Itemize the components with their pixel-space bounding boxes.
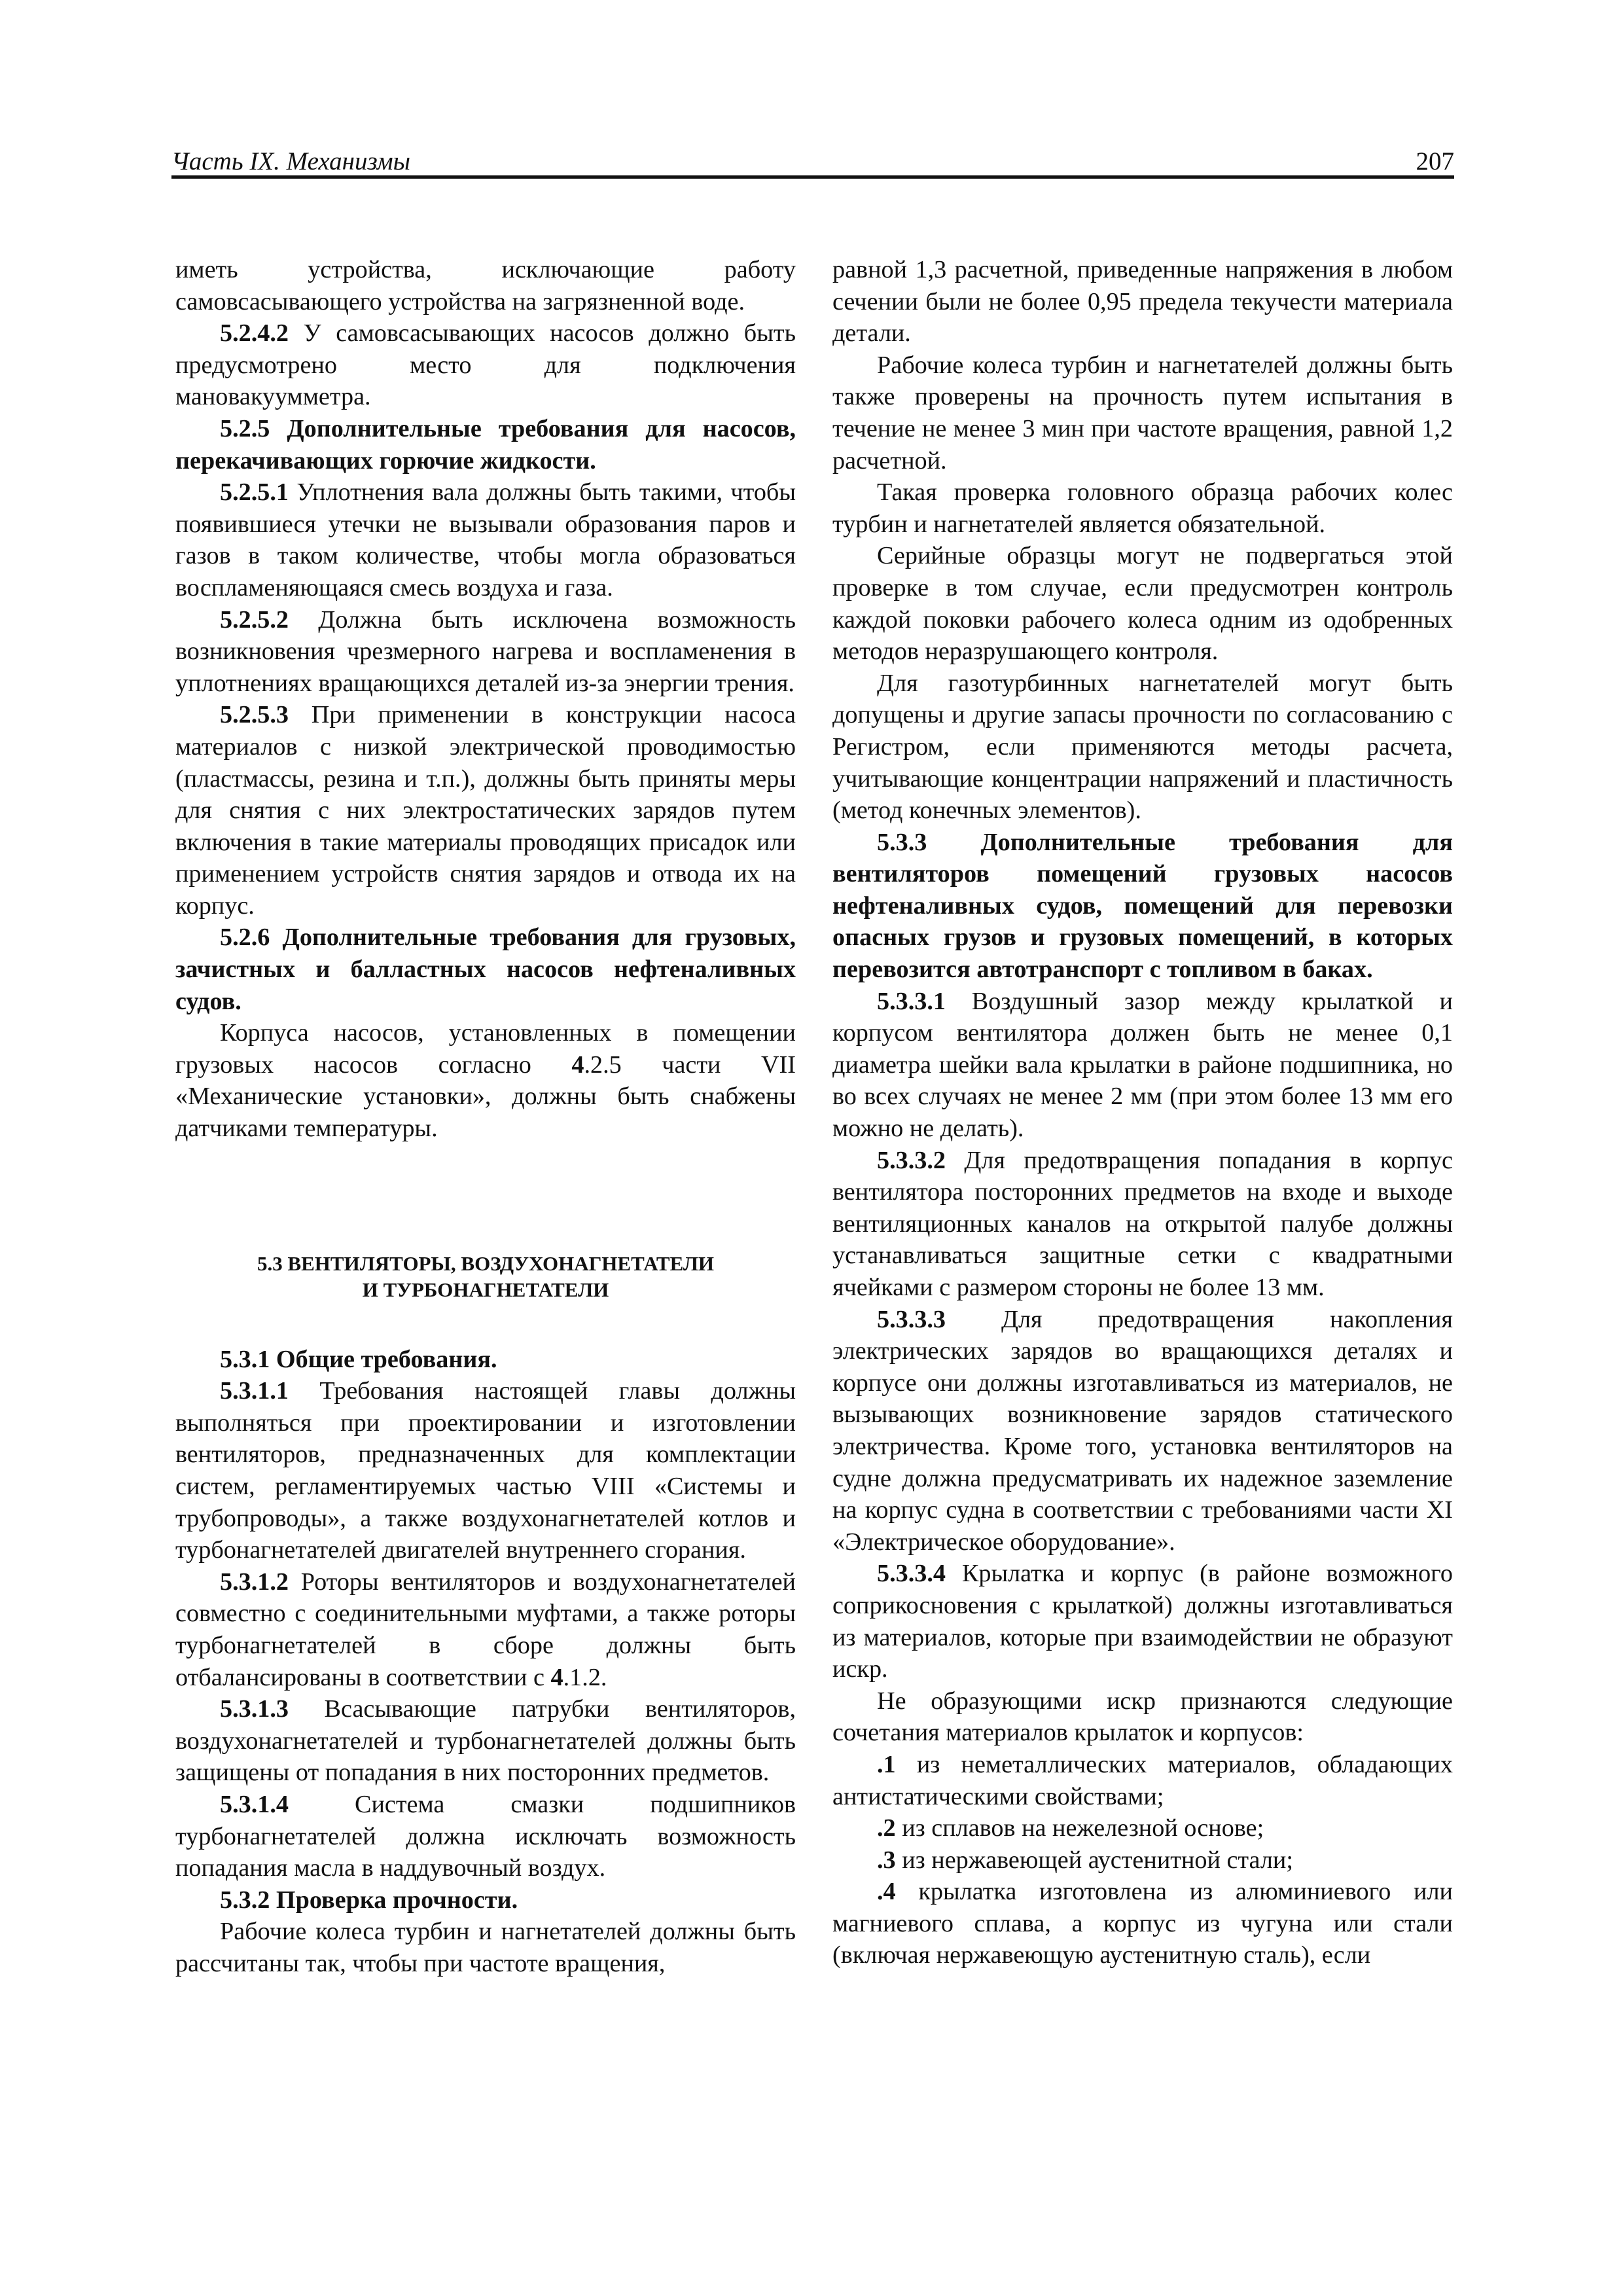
header-title: Часть IX. Механизмы	[171, 147, 411, 175]
paragraph: 5.3.3.3 Для предотвращения накопления электрических зарядов во вращающихся деталях и корпусе они должны изготавливаться из материалов, не вызывающих возникновение зарядов статического электричества. Кроме того, установка вентиляторов на судне должна предусматривать их надежное заземление на корпус судна в соответствии с требованиями части XI «Электрическое оборудование».	[832, 1305, 1453, 1556]
page-number: 207	[1416, 147, 1454, 175]
paragraph: 5.3.1.4 Система смазки подшипников турбонагнетателей должна исключать возможность попадания масла в наддувочный воздух.	[175, 1790, 796, 1882]
paragraph: Корпуса насосов, установленных в помещении грузовых насосов согласно 4.2.5 части VII «Механические установки», должны быть снабжены датчиками температуры.	[175, 1019, 796, 1143]
paragraph: Рабочие колеса турбин и нагнетателей должны быть рассчитаны так, чтобы при частоте вращения,	[175, 1918, 796, 1977]
paragraph: 5.3.3.4 Крылатка и корпус (в районе возможного соприкосновения с крылаткой) должны изготавливаться из материалов, которые при взаимодействии не образуют искр.	[832, 1560, 1453, 1683]
subsection-heading: 5.2.6 Дополнительные требования для грузовых, зачистных и балластных насосов нефтеналивных судов.	[175, 924, 796, 1015]
paragraph: Такая проверка головного образца рабочих колес турбин и нагнетателей является обязательной.	[832, 478, 1453, 538]
paragraph: 5.2.4.2 У самовсасывающих насосов должно быть предусмотрено место для подключения мановакуумметра.	[175, 319, 796, 411]
subsection-heading: 5.3.3 Дополнительные требования для вентиляторов помещений грузовых насосов нефтеналивных судов, помещений для перевозки опасных грузов и грузовых помещений, в которых перевозится автотранспорт с топливом в баках.	[832, 828, 1453, 984]
paragraph: Рабочие колеса турбин и нагнетателей должны быть также проверены на прочность путем испытания в течение не менее 3 мин при частоте вращения, равной 1,2 расчетной.	[832, 351, 1453, 475]
header-rule	[171, 175, 1454, 179]
running-header	[171, 143, 1454, 179]
paragraph: 5.2.5.2 Должна быть исключена возможность возникновения чрезмерного нагрева и воспламенения в уплотнениях вращающихся деталей из-за энергии трения.	[175, 605, 796, 697]
paragraph: 5.2.5.3 При применении в конструкции насоса материалов с низкой электрической проводимостью (пластмассы, резина и т.п.), должны быть приняты меры для снятия с них электростатических зарядов путем включения в такие материалы проводящих присадок или применением устройств снятия зарядов и отвода их на корпус.	[175, 701, 796, 920]
right-column	[832, 254, 1453, 1971]
list-item: .2 из сплавов на нежелезной основе;	[877, 1814, 1264, 1842]
paragraph: равной 1,3 расчетной, приведенные напряжения в любом сечении были не более 0,95 предела текучести материала детали.	[832, 256, 1453, 348]
subsection-heading: 5.2.5 Дополнительные требования для насосов, перекачивающих горючие жидкости.	[175, 414, 796, 475]
list-item: .3 из нержавеющей аустенитной стали;	[877, 1846, 1293, 1874]
paragraph: 5.3.3.1 Воздушный зазор между крылаткой и корпусом вентилятора должен быть не менее 0,1 диаметра шейки вала крылатки в районе подшипника, но во всех случаях не менее 2 мм (при этом более 13 мм его можно не делать).	[832, 987, 1453, 1143]
subsection-heading: 5.3.2 Проверка прочности.	[220, 1886, 518, 1914]
list-item: .4 крылатка изготовлена из алюминиевого или магниевого сплава, а корпус из чугуна или стали (включая нержавеющую аустенитную сталь), если	[832, 1878, 1453, 1969]
paragraph: 5.3.3.2 Для предотвращения попадания в корпус вентилятора посторонних предметов на входе и выходе вентиляционных каналов на открытой палубе должны устанавливаться защитные сетки с квадратными ячейками с размером стороны не более 13 мм.	[832, 1146, 1453, 1301]
paragraph: Серийные образцы могут не подвергаться этой проверке в том случае, если предусмотрен контроль каждой поковки рабочего колеса одним из одобренных методов неразрушающего контроля.	[832, 542, 1453, 666]
paragraph: 5.3.1.3 Всасывающие патрубки вентиляторов, воздухонагнетателей и турбонагнетателей должны быть защищены от попадания в них посторонних предметов.	[175, 1695, 796, 1787]
section-title: 5.3 ВЕНТИЛЯТОРЫ, ВОЗДУХОНАГНЕТАТЕЛИ И ТУРБОНАГНЕТАТЕЛИ	[257, 1251, 715, 1301]
list-item: .1 из неметаллических материалов, обладающих антистатическими свойствами;	[832, 1750, 1453, 1810]
paragraph: 5.2.5.1 Уплотнения вала должны быть такими, чтобы появившиеся утечки не вызывали образования паров и газов в таком количестве, чтобы могла образоваться воспламеняющаяся смесь воздуха и газа.	[175, 478, 796, 601]
paragraph: иметь устройства, исключающие работу самовсасывающего устройства на загрязненной воде.	[175, 256, 796, 315]
paragraph: Для газотурбинных нагнетателей могут быть допущены и другие запасы прочности по согласованию с Регистром, если применяются методы расчета, учитывающие концентрации напряжений и пластичность (метод конечных элементов).	[832, 669, 1453, 825]
paragraph: 5.3.1.1 Требования настоящей главы должны выполняться при проектировании и изготовлении вентиляторов, предназначенных для комплектации систем, регламентируемых частью VIII «Системы и трубопроводы», а также воздухонагнетателей котлов и турбонагнетателей двигателей внутреннего сгорания.	[175, 1377, 796, 1564]
paragraph: 5.3.1.2 Роторы вентиляторов и воздухонагнетателей совместно с соединительными муфтами, а также роторы турбонагнетателей в сборе должны быть отбалансированы в соответствии с 4.1.2.	[175, 1568, 796, 1691]
left-column	[175, 254, 796, 1980]
subsection-heading: 5.3.1 Общие требования.	[220, 1345, 497, 1373]
paragraph: Не образующими искр признаются следующие сочетания материалов крылаток и корпусов:	[832, 1687, 1453, 1747]
